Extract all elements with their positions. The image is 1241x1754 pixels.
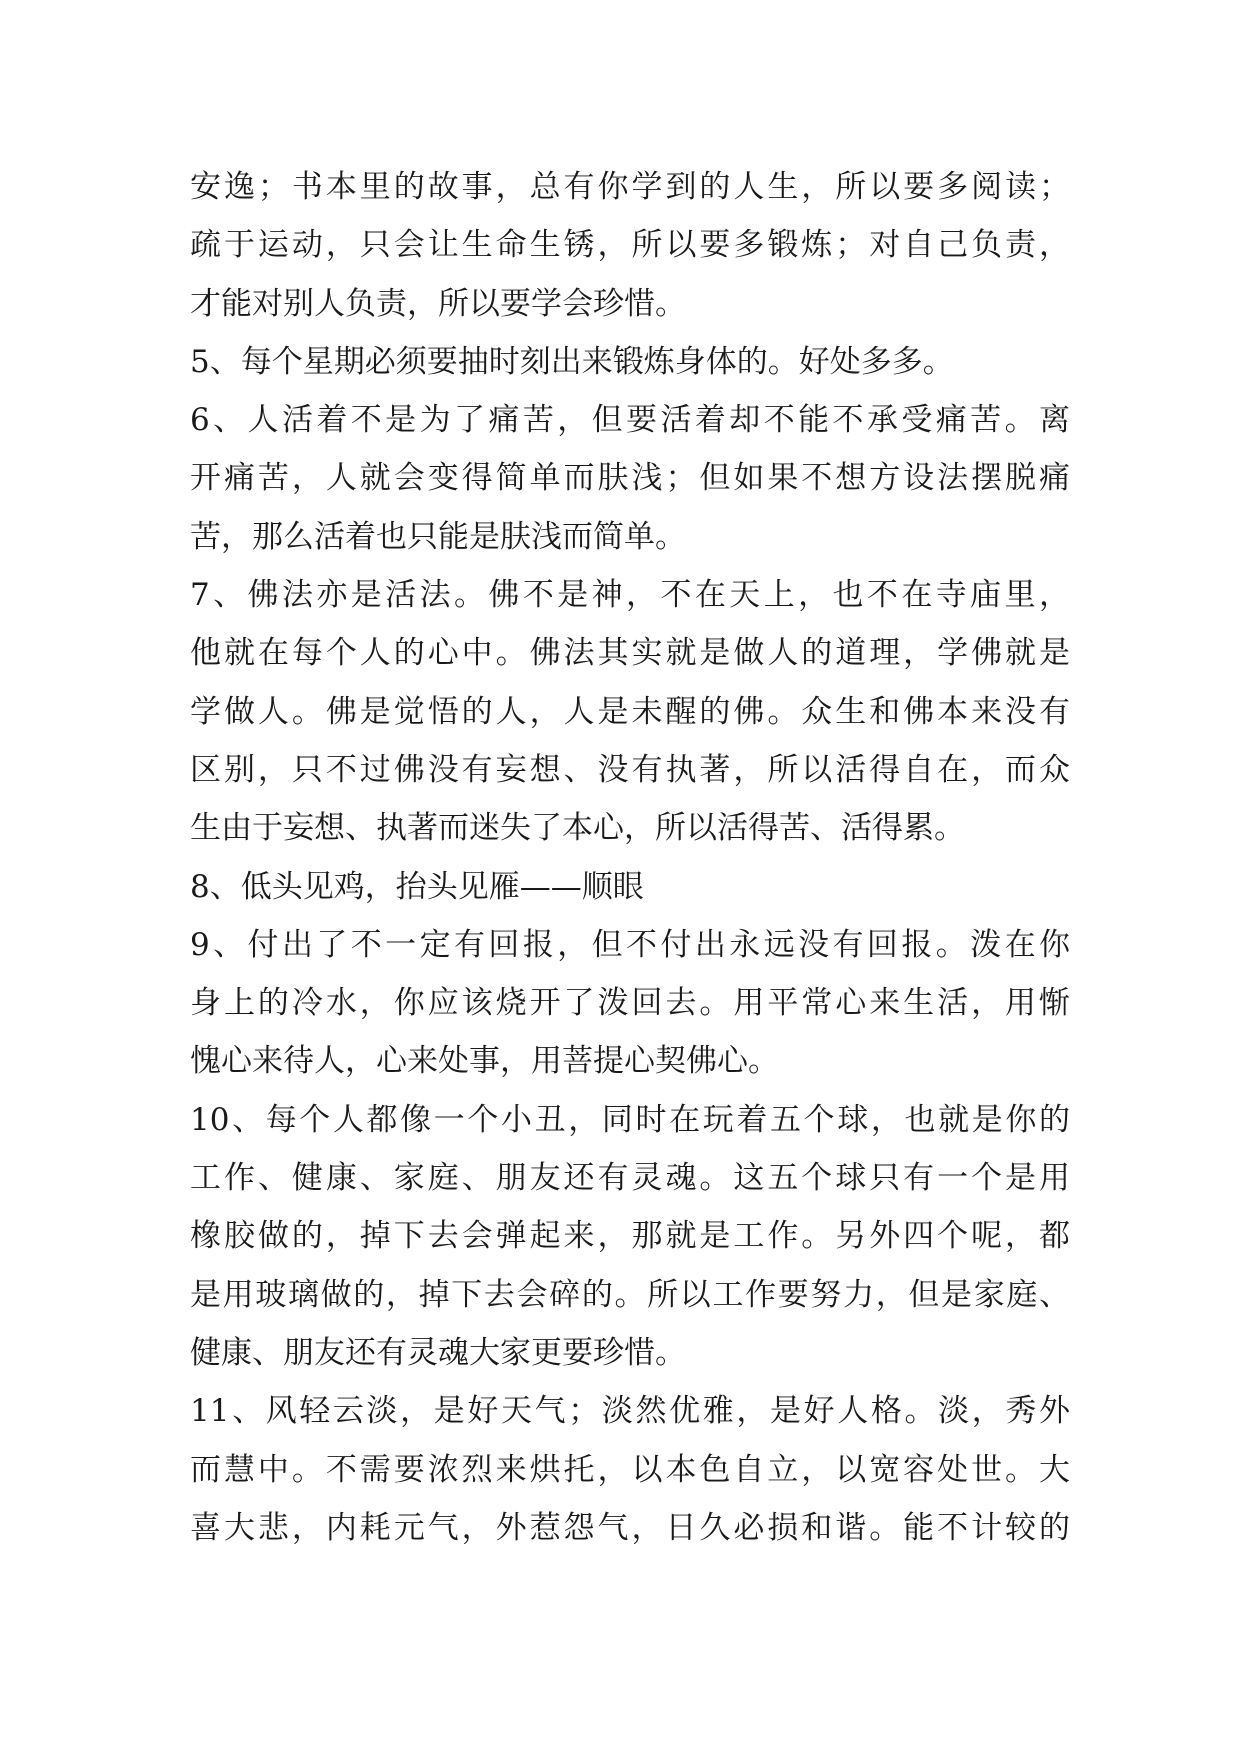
text-line: 才能对别人负责，所以要学会珍惜。 [190, 285, 686, 322]
text-line: 愧心来待人，心来处事，用菩提心契佛心。 [190, 1043, 779, 1080]
text-line: 身上的冷水，你应该烧开了泼回去。用平常心来生活，用惭 [190, 985, 1070, 1022]
text-line: 他就在每个人的心中。佛法其实就是做人的道理，学佛就是 [190, 635, 1070, 672]
text-line: 学做人。佛是觉悟的人，人是未醒的佛。众生和佛本来没有 [190, 693, 1070, 730]
text-line: 而慧中。不需要浓烈来烘托，以本色自立，以宽容处世。大 [190, 1451, 1070, 1488]
text-line: 7、佛法亦是活法。佛不是神，不在天上，也不在寺庙里， [190, 577, 1070, 614]
text-line: 9、付出了不一定有回报，但不付出永远没有回报。泼在你 [190, 926, 1070, 963]
text-line: 10、每个人都像一个小丑，同时在玩着五个球，也就是你的 [190, 1101, 1070, 1138]
text-line: 生由于妄想、执著而迷失了本心，所以活得苦、活得累。 [190, 810, 965, 847]
text-line: 开痛苦，人就会变得简单而肤浅；但如果不想方设法摆脱痛 [190, 460, 1070, 497]
text-line: 5、每个星期必须要抽时刻出来锻炼身体的。好处多多。 [190, 343, 954, 380]
text-line: 安逸；书本里的故事，总有你学到的人生，所以要多阅读； [190, 169, 1070, 205]
text-line: 疏于运动，只会让生命生锈，所以要多锻炼；对自己负责， [190, 227, 1070, 264]
text-line: 区别，只不过佛没有妄想、没有执著，所以活得自在，而众 [190, 751, 1070, 788]
text-line: 8、低头见鸡，抬头见雁——顺眼 [190, 868, 644, 905]
body-text [190, 158, 1070, 1557]
text-line: 健康、朋友还有灵魂大家更要珍惜。 [190, 1334, 686, 1371]
text-line: 11、风轻云淡，是好天气；淡然优雅，是好人格。淡，秀外 [190, 1393, 1070, 1430]
text-line: 橡胶做的，掉下去会弹起来，那就是工作。另外四个呢，都 [190, 1218, 1070, 1255]
text-line: 苦，那么活着也只能是肤浅而简单。 [190, 518, 686, 555]
text-line: 工作、健康、家庭、朋友还有灵魂。这五个球只有一个是用 [190, 1160, 1070, 1197]
text-line: 6、人活着不是为了痛苦，但要活着却不能不承受痛苦。离 [190, 402, 1070, 439]
text-line: 喜大悲，内耗元气，外惹怨气，日久必损和谐。能不计较的 [190, 1509, 1070, 1546]
text-line: 是用玻璃做的，掉下去会碎的。所以工作要努力，但是家庭、 [190, 1276, 1070, 1313]
